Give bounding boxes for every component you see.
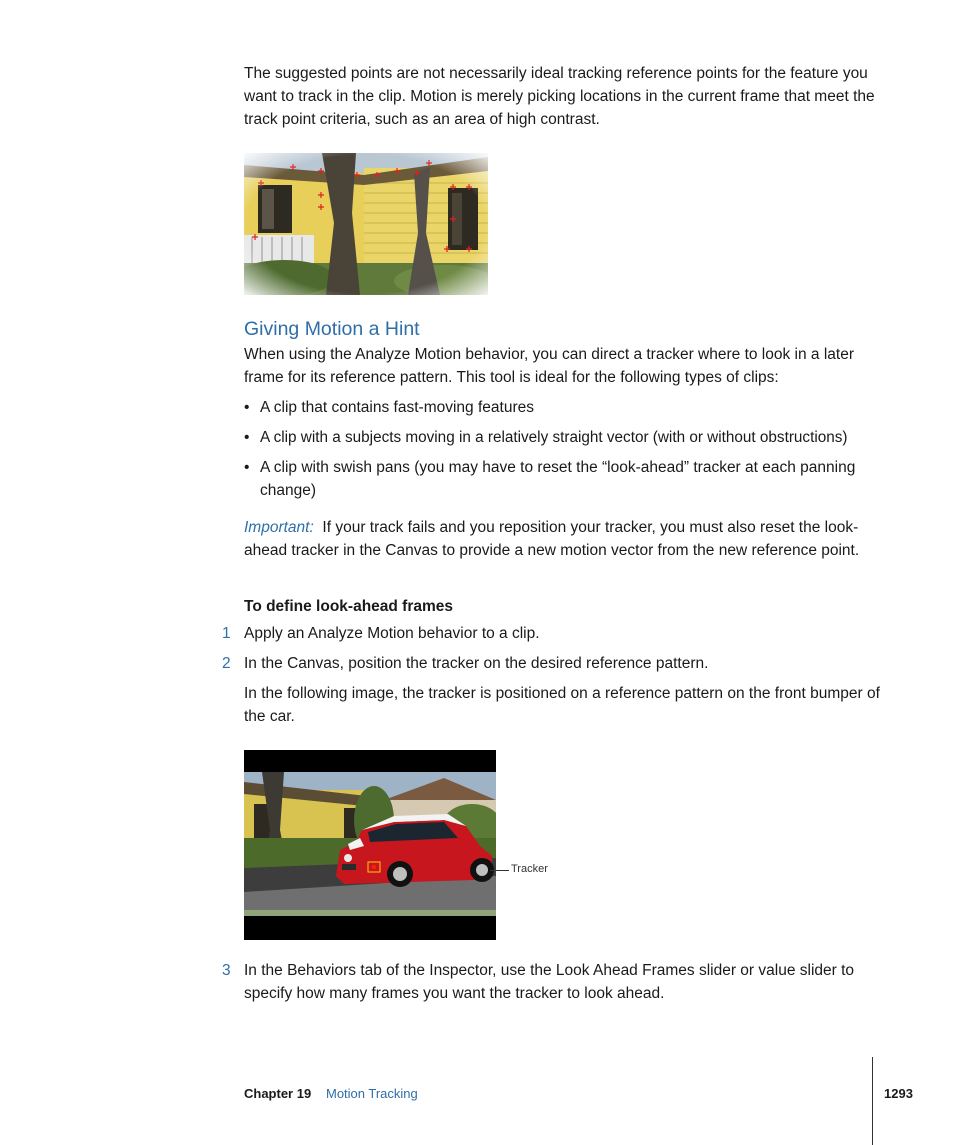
important-note (244, 516, 884, 562)
procedure-heading: To define look-ahead frames (244, 598, 454, 615)
suggested-points-image (244, 153, 488, 295)
footer-chapter-title: Motion Tracking (326, 1086, 418, 1101)
bullet-symbol: • (244, 429, 250, 446)
important-text: If your track fails and you reposition your tracker, you must also reset the look-ahead tracker in the Canvas to provide a new motion vector from the new reference point. (244, 519, 860, 559)
bullet-text: A clip with a subjects moving in a relatively straight vector (with or without obstructions) (260, 429, 848, 446)
section-heading: Giving Motion a Hint (244, 318, 420, 340)
step-number: 1 (222, 625, 231, 642)
bullet-symbol: • (244, 399, 250, 416)
important-label: Important: (244, 519, 314, 536)
bullet-text: A clip with swish pans (you may have to reset the “look-ahead” tracker at each panning change) (260, 459, 856, 499)
car-tracker-image (244, 750, 496, 940)
bullet-text: A clip that contains fast-moving features (260, 399, 534, 416)
bullet-symbol: • (244, 459, 250, 476)
car-tracking-illustration (244, 750, 496, 940)
house-tracking-illustration (244, 153, 488, 295)
tracker-callout-label: Tracker (511, 863, 548, 875)
step2-note: In the following image, the tracker is positioned on a reference pattern on the front bumper of the car. (244, 685, 880, 725)
footer-chapter: Chapter 19 (244, 1086, 312, 1101)
footer-divider (872, 1057, 873, 1145)
step-text: In the Canvas, position the tracker on the desired reference pattern. (244, 655, 709, 672)
tracker-callout-line (490, 870, 509, 871)
intro-paragraph: The suggested points are not necessarily ideal tracking reference points for the feature you want to track in the clip. Motion is merely picking locations in the current frame that meet the track point criteria, such as an area of high contrast. (244, 65, 875, 128)
page-number: 1293 (884, 1086, 913, 1101)
step-number: 2 (222, 655, 231, 672)
step-text: Apply an Analyze Motion behavior to a clip. (244, 625, 540, 642)
step-text: In the Behaviors tab of the Inspector, use the Look Ahead Frames slider or value slider to specify how many frames you want the tracker to look ahead. (244, 962, 855, 1002)
section-paragraph: When using the Analyze Motion behavior, you can direct a tracker where to look in a later frame for its reference pattern. This tool is ideal for the following types of clips: (244, 346, 855, 386)
step-number: 3 (222, 962, 231, 979)
